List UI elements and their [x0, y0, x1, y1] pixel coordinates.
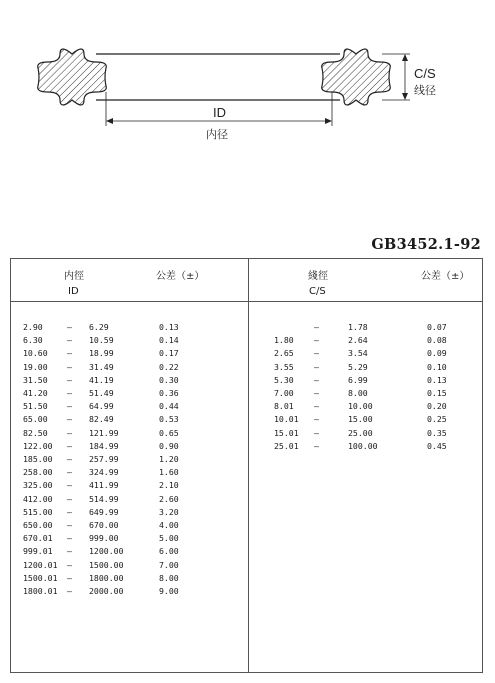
range-dash: —	[314, 335, 319, 346]
range-dash: —	[67, 586, 72, 596]
range-to: 649.99	[89, 506, 119, 517]
range-dash: —	[67, 559, 72, 570]
tolerance-value: 7.00	[159, 559, 179, 570]
range-to: 6.99	[348, 374, 368, 385]
range-to: 514.99	[89, 493, 119, 504]
range-to: 1800.00	[89, 572, 124, 583]
range-dash: —	[67, 348, 72, 359]
standard-code: GB3452.1-92	[371, 236, 481, 253]
range-from: 51.50	[23, 401, 48, 412]
tolerance-table	[10, 258, 483, 673]
range-from: 10.60	[23, 348, 48, 359]
range-to: 10.59	[89, 335, 114, 346]
tolerance-value: 0.25	[427, 414, 447, 425]
range-to: 15.00	[348, 414, 373, 425]
range-to: 257.99	[89, 454, 119, 464]
tolerance-value: 0.13	[427, 374, 447, 385]
header-divider	[11, 301, 482, 302]
tolerance-value: 0.22	[159, 361, 179, 372]
range-to: 25.00	[348, 427, 373, 438]
range-from: 325.00	[23, 480, 53, 491]
range-dash: —	[67, 322, 72, 332]
range-to: 18.99	[89, 348, 114, 359]
right-col-cs-header-cn: 綫徑	[308, 271, 328, 282]
tolerance-value: 5.00	[159, 533, 179, 544]
tolerance-value: 0.10	[427, 361, 447, 372]
range-dash: —	[67, 520, 72, 530]
range-dash: —	[67, 506, 72, 517]
range-to: 121.99	[89, 427, 119, 438]
range-to: 3.54	[348, 348, 368, 359]
range-from: 5.30	[274, 374, 294, 385]
tolerance-value: 0.17	[159, 348, 179, 359]
cs-arrow-down	[402, 93, 408, 100]
range-from: 650.00	[23, 520, 53, 530]
id-label: ID	[213, 105, 226, 120]
range-from: 6.30	[23, 335, 43, 346]
range-dash: —	[314, 440, 319, 451]
range-to: 2000.00	[89, 586, 124, 596]
range-to: 100.00	[348, 440, 378, 451]
tolerance-value: 8.00	[159, 572, 179, 583]
range-from: 82.50	[23, 427, 48, 438]
range-to: 411.99	[89, 480, 119, 491]
range-from: 3.55	[274, 361, 294, 372]
range-from: 999.01	[23, 546, 53, 557]
range-from: 412.00	[23, 493, 53, 504]
tolerance-value: 0.65	[159, 427, 179, 438]
tolerance-value: 4.00	[159, 520, 179, 530]
range-to: 5.29	[348, 361, 368, 372]
tolerance-value: 0.45	[427, 440, 447, 451]
column-divider	[248, 259, 249, 672]
range-to: 51.49	[89, 388, 114, 398]
tolerance-value: 6.00	[159, 546, 179, 557]
cs-label: C/S	[414, 66, 436, 81]
range-from: 2.90	[23, 322, 43, 332]
range-to: 8.00	[348, 388, 368, 398]
tolerance-value: 9.00	[159, 586, 179, 596]
tolerance-value: 2.60	[159, 493, 179, 504]
range-from: 2.65	[274, 348, 294, 359]
tolerance-value: 0.09	[427, 348, 447, 359]
range-dash: —	[67, 572, 72, 583]
tolerance-value: 0.35	[427, 427, 447, 438]
left-section-shape	[38, 49, 107, 105]
range-to: 2.64	[348, 335, 368, 346]
range-from: 1800.01	[23, 586, 58, 596]
range-to: 10.00	[348, 401, 373, 412]
range-from: 1200.01	[23, 559, 58, 570]
range-to: 999.00	[89, 533, 119, 544]
range-to: 31.49	[89, 361, 114, 372]
range-from: 1.80	[274, 335, 294, 346]
range-to: 1200.00	[89, 546, 124, 557]
range-from: 185.00	[23, 454, 53, 464]
range-from: 19.00	[23, 361, 48, 372]
range-dash: —	[314, 388, 319, 398]
range-dash: —	[314, 401, 319, 412]
range-dash: —	[67, 388, 72, 398]
o-ring-cross-section-diagram	[0, 0, 495, 160]
tolerance-value: 0.36	[159, 388, 179, 398]
range-dash: —	[67, 480, 72, 491]
range-to: 41.19	[89, 374, 114, 385]
range-dash: —	[67, 546, 72, 557]
id-arrow-right	[325, 118, 332, 124]
tolerance-value: 0.07	[427, 322, 447, 332]
left-col-tol-header: 公差（±）	[156, 271, 205, 282]
range-dash: —	[67, 374, 72, 385]
tolerance-value: 1.60	[159, 467, 179, 478]
id-arrow-left	[106, 118, 113, 124]
tolerance-value: 0.13	[159, 322, 179, 332]
range-from: 65.00	[23, 414, 48, 425]
range-dash: —	[67, 440, 72, 451]
range-to: 6.29	[89, 322, 109, 332]
tolerance-value: 0.14	[159, 335, 179, 346]
range-dash: —	[67, 427, 72, 438]
tolerance-value: 0.08	[427, 335, 447, 346]
range-dash: —	[67, 493, 72, 504]
range-dash: —	[314, 348, 319, 359]
range-to: 1500.00	[89, 559, 124, 570]
range-dash: —	[67, 454, 72, 464]
range-from: 15.01	[274, 427, 299, 438]
range-to: 1.78	[348, 322, 368, 332]
tolerance-value: 0.15	[427, 388, 447, 398]
right-col-cs-header-en: C/S	[309, 286, 326, 297]
tolerance-value: 2.10	[159, 480, 179, 491]
range-from: 1500.01	[23, 572, 58, 583]
right-col-tol-header: 公差（±）	[421, 271, 470, 282]
range-dash: —	[67, 467, 72, 478]
range-dash: —	[314, 374, 319, 385]
range-to: 184.99	[89, 440, 119, 451]
range-from: 31.50	[23, 374, 48, 385]
left-col-id-header-cn: 内徑	[64, 271, 84, 282]
range-dash: —	[314, 361, 319, 372]
range-dash: —	[314, 414, 319, 425]
range-dash: —	[67, 335, 72, 346]
tolerance-value: 0.44	[159, 401, 179, 412]
tolerance-value: 0.30	[159, 374, 179, 385]
range-from: 515.00	[23, 506, 53, 517]
range-from: 25.01	[274, 440, 299, 451]
range-from: 10.01	[274, 414, 299, 425]
range-to: 64.99	[89, 401, 114, 412]
range-from: 8.01	[274, 401, 294, 412]
left-col-id-header-en: ID	[68, 286, 79, 297]
range-from: 670.01	[23, 533, 53, 544]
range-from: 122.00	[23, 440, 53, 451]
tolerance-value: 3.20	[159, 506, 179, 517]
tolerance-value: 0.53	[159, 414, 179, 425]
range-dash: —	[67, 414, 72, 425]
range-dash: —	[67, 401, 72, 412]
range-from: 41.20	[23, 388, 48, 398]
range-dash: —	[67, 533, 72, 544]
range-to: 670.00	[89, 520, 119, 530]
tolerance-value: 0.90	[159, 440, 179, 451]
range-to: 324.99	[89, 467, 119, 478]
range-from: 258.00	[23, 467, 53, 478]
cs-label-cn: 线径	[414, 84, 436, 97]
range-dash: —	[314, 427, 319, 438]
tolerance-value: 1.20	[159, 454, 179, 464]
range-to: 82.49	[89, 414, 114, 425]
tolerance-value: 0.20	[427, 401, 447, 412]
range-from: 7.00	[274, 388, 294, 398]
range-dash: —	[314, 322, 319, 332]
cs-arrow-up	[402, 54, 408, 61]
id-label-cn: 内径	[206, 128, 228, 141]
range-dash: —	[67, 361, 72, 372]
